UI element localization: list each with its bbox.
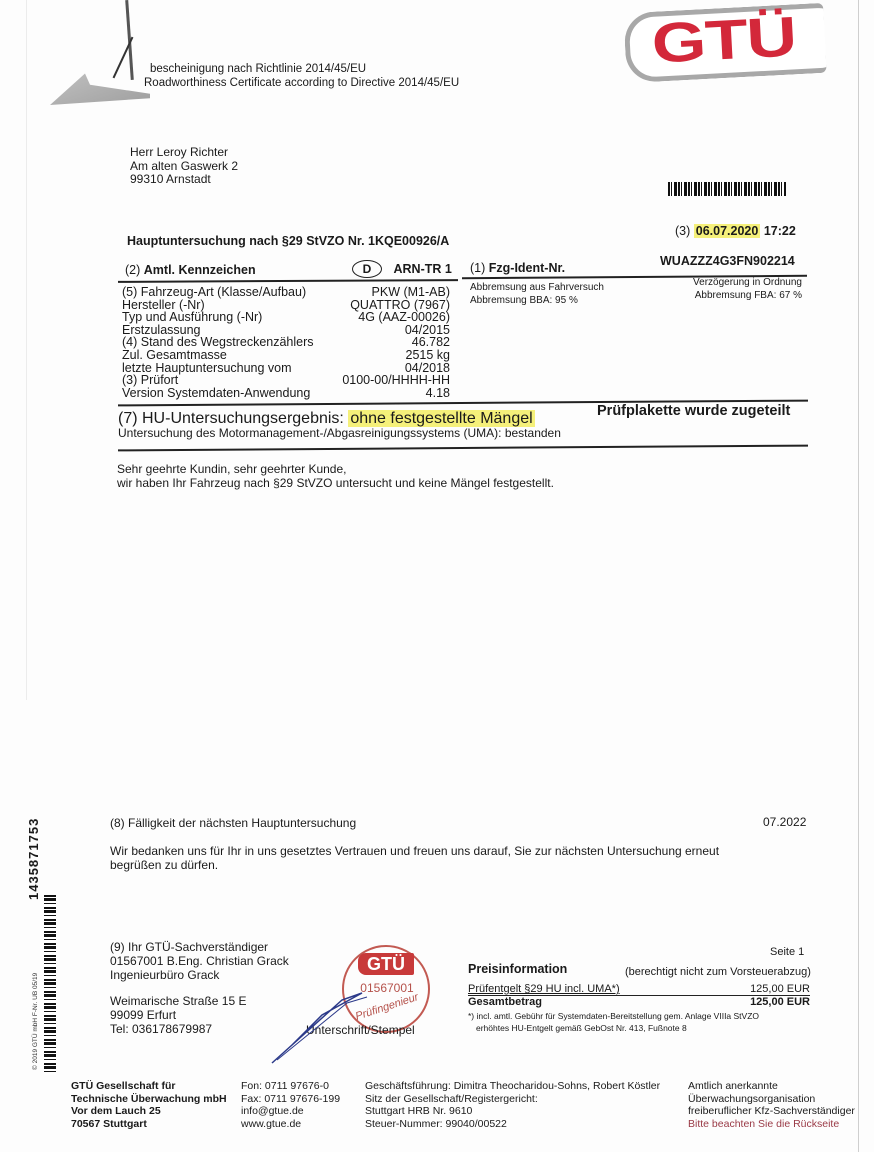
- recipient-name: Herr Leroy Richter: [130, 145, 229, 159]
- vehicle-data-table: [122, 286, 450, 399]
- document-number: 1435871753: [26, 817, 41, 900]
- footer-management: Geschäftsführung: Dimitra Theocharidou-Sohns, Robert Köstler Sitz der Gesellschaft/Registergericht: Stuttgart HRB Nr. 9610 Steuer-Nummer: 99040/00522: [365, 1080, 661, 1130]
- page-edge: [858, 0, 859, 1152]
- pricing-footnote: *) incl. amtl. Gebühr für Systemdaten-Bereitstellung gem. Anlage VIIIa StVZO erhöhtes HU-Entgelt gemäß GebOst Nr. 413, Fußnote 8: [468, 1011, 760, 1033]
- greeting: Sehr geehrte Kundin, sehr geehrter Kunde,: [117, 462, 347, 476]
- inspector-city: 99099 Erfurt: [110, 1008, 177, 1022]
- total-value: 125,00 EUR: [750, 996, 810, 1008]
- recipient-street: Am alten Gaswerk 2: [130, 158, 239, 173]
- letter-body: [117, 462, 554, 490]
- result-label: (7) HU-Untersuchungsergebnis:: [118, 410, 349, 427]
- price-row: [468, 983, 810, 995]
- brake-results-left: Abbremsung aus Fahrversuch Abbremsung BBA: 95 %: [470, 282, 604, 306]
- result-value: ohne festgestellte Mängel: [350, 410, 533, 427]
- stamp-title: Prüfingenieur: [354, 991, 420, 1023]
- plate: [352, 260, 452, 278]
- page-number: Seite 1: [770, 946, 805, 958]
- certificate-title: [144, 62, 460, 90]
- total-label: Gesamtbetrag: [468, 996, 542, 1008]
- table-row: Version Systemdaten-Anwendung 4.18: [122, 385, 450, 400]
- plate-label: (2) Amtl. Kennzeichen: [125, 263, 256, 277]
- date-prefix: (3): [675, 224, 691, 238]
- inspector-office: Ingenieurbüro Grack: [110, 968, 220, 982]
- inspector-name: 01567001 B.Eng. Christian Grack: [110, 954, 289, 968]
- recipient-address: [130, 146, 238, 187]
- plate-number: ARN-TR 1: [393, 262, 452, 276]
- thanks-text: Wir bedanken uns für Ihr in uns gesetztes Vertrauen und freuen uns darauf, Sie zur nächsten Untersuchung erneut begrüßen zu dürfen.: [110, 844, 720, 872]
- certificate-title-en: Roadworthiness Certificate according to Directive 2014/45/EU: [144, 77, 460, 89]
- side-barcode: [44, 895, 56, 1075]
- barcode: [668, 182, 786, 196]
- folded-corner: [50, 60, 150, 105]
- footer-company: GTÜ Gesellschaft für Technische Überwachung mbH Vor dem Lauch 25 70567 Stuttgart: [71, 1080, 227, 1130]
- copyright-note: © 2019 GTÜ mbH F-Nr. UB 05/19: [32, 972, 39, 1070]
- website-link[interactable]: www.gtue.de: [241, 1117, 302, 1130]
- stamp-logo: GTÜ: [358, 953, 414, 975]
- next-inspection-label: (8) Fälligkeit der nächsten Hauptuntersuchung: [110, 816, 357, 830]
- table-row: letzte Hauptuntersuchung vom 04/2018: [122, 360, 450, 375]
- table-row: Erstzulassung 04/2015: [122, 322, 450, 337]
- certificate-title-de: bescheinigung nach Richtlinie 2014/45/EU: [150, 63, 367, 75]
- table-row: Typ und Ausführung (-Nr) 4G (AAZ-00026): [122, 310, 450, 325]
- recipient-city: 99310 Arnstadt: [130, 172, 211, 186]
- back-page-note: Bitte beachten Sie die Rückseite: [688, 1117, 840, 1130]
- gtue-logo: [623, 3, 826, 83]
- pricing-title: Preisinformation: [468, 962, 568, 976]
- sticker-status: Prüfplakette wurde zugeteilt: [597, 403, 791, 419]
- table-row: Hersteller (-Nr) QUATTRO (7967): [122, 297, 450, 312]
- table-row: (5) Fahrzeug-Art (Klasse/Aufbau) PKW (M1-AB): [122, 285, 450, 299]
- price-item-label: Prüfentgelt §29 HU incl. UMA*): [468, 983, 620, 995]
- vin: WUAZZZ4G3FN902214: [660, 254, 795, 268]
- total-row: [468, 996, 810, 1008]
- table-row: (3) Prüfort 0100-00/HHHH-HH: [122, 373, 450, 388]
- inspection-heading: Hauptuntersuchung nach §29 StVZO Nr. 1KQE00926/A: [127, 234, 450, 248]
- divider: [118, 279, 458, 282]
- logo-text: GTÜ: [650, 4, 798, 75]
- uma-result: Untersuchung des Motormanagement-/Abgasreinigungssystems (UMA): bestanden: [118, 426, 561, 440]
- footer-contact: Fon: 0711 97676-0 Fax: 0711 97676-199 info@gtue.de www.gtue.de: [241, 1080, 341, 1130]
- table-row: Zul. Gesamtmasse 2515 kg: [122, 347, 450, 362]
- letter-text: wir haben Ihr Fahrzeug nach §29 StVZO untersucht und keine Mängel festgestellt.: [117, 476, 554, 490]
- next-inspection-date: 07.2022: [763, 815, 807, 829]
- inspector-phone: Tel: 036178679987: [110, 1022, 213, 1036]
- inspection-date: 06.07.2020: [695, 224, 759, 238]
- page-edge-left: [26, 0, 27, 700]
- inspector-street: Weimarische Straße 15 E: [110, 994, 247, 1008]
- divider: [118, 445, 808, 451]
- vin-label: (1) Fzg-Ident-Nr.: [470, 261, 566, 275]
- pricing-note: (berechtigt nicht zum Vorsteuerabzug): [625, 966, 811, 978]
- inspection-time: 17:22: [763, 224, 796, 238]
- country-code: D: [352, 260, 382, 278]
- signature-label: Unterschrift/Stempel: [306, 1023, 415, 1037]
- brake-results-right: Verzögerung in Ordnung Abbremsung FBA: 67 %: [693, 277, 802, 301]
- stamp-number: 01567001: [360, 981, 414, 995]
- price-item-value: 125,00 EUR: [750, 983, 810, 995]
- inspector-heading: (9) Ihr GTÜ-Sachverständiger: [110, 940, 269, 954]
- email-link[interactable]: info@gtue.de: [241, 1105, 304, 1117]
- inspection-datetime: [675, 224, 796, 238]
- table-row: (4) Stand des Wegstreckenzählers 46.782: [122, 335, 450, 350]
- signature: [262, 985, 382, 1065]
- footer-accreditation: Amtlich anerkannte Überwachungsorganisation freiberuflicher Kfz-Sachverständiger Bitte beachten Sie die Rückseite: [688, 1080, 855, 1130]
